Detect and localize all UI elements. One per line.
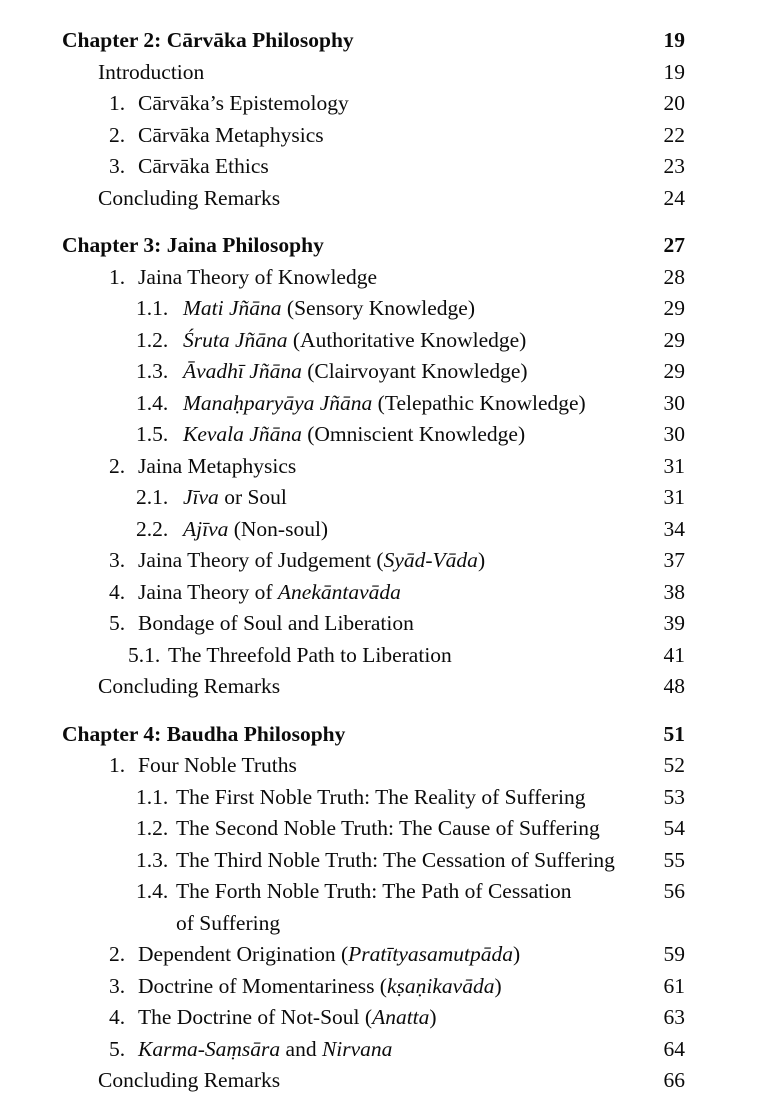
toc-label-italic-term: Karma-Saṃsāra — [138, 1036, 281, 1061]
toc-entry-ch3-concl[interactable] — [98, 676, 685, 698]
toc-entry-ch3-3[interactable] — [109, 550, 685, 572]
toc-entry-label: Jaina Metaphysics — [138, 453, 297, 478]
toc-entry-label: The Forth Noble Truth: The Path of Cessation — [176, 879, 572, 903]
toc-label-italic-term: Syād-Vāda — [383, 548, 478, 572]
toc-entry-label — [138, 973, 508, 998]
toc-entry-ch4-1-1[interactable] — [136, 784, 685, 809]
toc-entry-label — [183, 298, 481, 320]
toc-entry-label — [183, 390, 592, 415]
table-of-contents — [62, 30, 685, 1092]
toc-entry-label: Chapter 3: Jaina Philosophy — [62, 233, 324, 257]
toc-entry-page-number: 38 — [663, 579, 685, 604]
toc-entry-page-number: 23 — [663, 154, 685, 178]
toc-entry-ch4-1-3[interactable] — [136, 847, 685, 872]
toc-entry-continuation-ch4-1-4: of Suffering — [176, 910, 281, 935]
toc-entry-page-number: 22 — [663, 122, 685, 147]
toc-entry-label: The Second Noble Truth: The Cause of Suffering — [176, 816, 600, 840]
toc-entry-label — [138, 1007, 443, 1029]
toc-label-suffix: (Non-soul) — [228, 516, 329, 541]
toc-entry-label: The Threefold Path to Liberation — [168, 642, 452, 667]
toc-entry-label: The Third Noble Truth: The Cessation of Suffering — [176, 847, 615, 872]
toc-label-suffix: ) — [477, 548, 486, 572]
toc-entry-number: 1.4. — [136, 879, 169, 903]
toc-entry-label: Chapter 4: Baudha Philosophy — [62, 721, 346, 746]
toc-label-prefix: Jaina Theory of — [138, 579, 278, 604]
toc-entry-page-number: 55 — [663, 847, 685, 872]
toc-label-suffix: (Sensory Knowledge) — [281, 296, 475, 320]
toc-label-prefix: Jaina Theory of Judgement ( — [138, 548, 384, 572]
toc-entry-number: 1.3. — [136, 847, 169, 872]
toc-entry-page-number: 31 — [663, 485, 685, 509]
toc-label-middle: and — [280, 1036, 322, 1061]
toc-entry-page-number: 64 — [663, 1036, 685, 1061]
toc-entry-ch3-5[interactable] — [109, 613, 685, 635]
toc-label-italic-term: Anekāntavāda — [277, 579, 401, 604]
toc-entry-page-number: 19 — [663, 28, 685, 52]
toc-entry-number: 4. — [109, 579, 126, 604]
toc-label-prefix: Doctrine of Momentariness ( — [138, 973, 387, 998]
toc-entry-page-number: 54 — [663, 816, 685, 840]
toc-entry-number: 2. — [109, 122, 126, 147]
toc-entry-number: 1.1. — [136, 296, 169, 320]
toc-entry-number: 4. — [109, 1005, 126, 1029]
toc-label-italic-term: Manaḥparyāya Jñāna — [183, 390, 373, 415]
toc-entry-label: Cārvāka Ethics — [138, 154, 269, 178]
toc-entry-number: 1.3. — [136, 359, 169, 383]
toc-entry-label: Cārvāka’s Epistemology — [138, 91, 349, 115]
toc-entry-page-number: 34 — [663, 516, 685, 541]
toc-entry-ch4-5[interactable] — [109, 1036, 685, 1061]
toc-entry-ch4-2[interactable] — [109, 944, 685, 966]
toc-entry-label — [138, 1036, 398, 1061]
toc-entry-ch4-1-2[interactable] — [136, 818, 685, 840]
toc-entry-page-number: 20 — [663, 91, 685, 115]
toc-entry-label — [138, 550, 491, 572]
toc-entry-ch4-concl[interactable] — [98, 1070, 685, 1092]
toc-entry-page-number: 63 — [663, 1005, 685, 1029]
toc-label-italic-term: Pratītyasamutpāda — [348, 942, 514, 966]
toc-entry-page-number: 19 — [663, 59, 685, 84]
toc-label-suffix: or Soul — [218, 485, 287, 509]
toc-entry-page-number: 30 — [663, 422, 685, 446]
toc-label-italic-term: Mati Jñāna — [183, 296, 282, 320]
toc-entry-ch3-1-5[interactable] — [136, 424, 685, 446]
toc-entry-page-number: 29 — [663, 359, 685, 383]
toc-entry-number: 1. — [109, 91, 126, 115]
toc-entry-number: 2.2. — [136, 516, 169, 541]
toc-entry-page-number: 48 — [663, 674, 685, 698]
toc-entry-label — [183, 487, 293, 509]
toc-entry-number: 3. — [109, 973, 126, 998]
toc-entry-page-number: 66 — [663, 1068, 685, 1092]
toc-entry-ch3[interactable] — [62, 235, 685, 257]
toc-entry-ch3-1-3[interactable] — [136, 361, 685, 383]
toc-entry-number: 1.2. — [136, 816, 169, 840]
toc-entry-number: 1.4. — [136, 390, 169, 415]
toc-label-italic-term: Āvadhī Jñāna — [183, 359, 302, 383]
toc-entry-label: Cārvāka Metaphysics — [138, 122, 324, 147]
toc-label-italic-term: kṣaṇikavāda — [386, 973, 495, 998]
toc-entry-number: 3. — [109, 154, 126, 178]
toc-entry-ch3-1-1[interactable] — [136, 298, 685, 320]
toc-entry-page-number: 37 — [663, 548, 685, 572]
toc-label-italic-term: Anatta — [372, 1005, 430, 1029]
toc-entry-ch3-2-1[interactable] — [136, 487, 685, 509]
toc-label-suffix: (Omniscient Knowledge) — [301, 422, 526, 446]
toc-entry-ch4[interactable] — [62, 721, 685, 746]
toc-entry-label: Chapter 2: Cārvāka Philosophy — [62, 28, 354, 52]
toc-label-suffix: ) — [494, 973, 502, 998]
toc-entry-label: Concluding Remarks — [98, 1068, 281, 1092]
toc-entry-ch2-intro[interactable] — [98, 59, 685, 84]
toc-entry-page-number: 24 — [663, 185, 685, 210]
toc-label-prefix: The Doctrine of Not-Soul ( — [138, 1005, 373, 1029]
toc-entry-ch3-1-2[interactable] — [136, 327, 685, 352]
toc-label-suffix: ) — [429, 1005, 437, 1029]
toc-entry-page-number: 59 — [663, 942, 685, 966]
toc-entry-number: 5. — [109, 611, 126, 635]
toc-entry-page-number: 31 — [663, 453, 685, 478]
toc-entry-number: 1.1. — [136, 784, 169, 809]
toc-entry-label — [138, 579, 407, 604]
toc-label-prefix: Dependent Origination ( — [138, 942, 349, 966]
toc-entry-page-number: 61 — [663, 973, 685, 998]
toc-entry-label: Four Noble Truths — [138, 753, 297, 777]
toc-entry-label: Bondage of Soul and Liberation — [138, 611, 414, 635]
toc-label-suffix: (Clairvoyant Knowledge) — [301, 359, 528, 383]
toc-entry-ch2-concl[interactable] — [98, 185, 685, 210]
toc-entry-label: The First Noble Truth: The Reality of Suffering — [176, 784, 586, 809]
toc-entry-label — [183, 327, 532, 352]
toc-label-italic-term: Ajīva — [183, 516, 229, 541]
toc-entry-ch3-1-4[interactable] — [136, 390, 685, 415]
toc-entry-label — [183, 424, 531, 446]
toc-entry-number: 2. — [109, 453, 126, 478]
toc-entry-ch4-4[interactable] — [109, 1007, 685, 1029]
toc-entry-page-number: 39 — [663, 611, 685, 635]
toc-entry-page-number: 29 — [663, 296, 685, 320]
toc-entry-ch4-1-4[interactable] — [136, 881, 685, 903]
toc-entry-page-number: 27 — [663, 233, 685, 257]
toc-entry-number: 2.1. — [136, 485, 169, 509]
toc-entry-ch2-1[interactable] — [109, 93, 685, 115]
toc-entry-label — [183, 516, 334, 541]
toc-entry-number: 2. — [109, 942, 126, 966]
toc-entry-label: Jaina Theory of Knowledge — [138, 264, 378, 289]
toc-entry-ch3-2[interactable] — [109, 453, 685, 478]
toc-entry-number: 5.1. — [128, 642, 161, 667]
toc-entry-ch3-1[interactable] — [109, 264, 685, 289]
toc-entry-ch4-3[interactable] — [109, 973, 685, 998]
toc-entry-page-number: 56 — [663, 879, 685, 903]
toc-entry-page-number: 51 — [663, 721, 685, 746]
toc-label-italic-term: Śruta Jñāna — [183, 327, 288, 352]
toc-entry-number: 1. — [109, 753, 126, 777]
toc-entry-number: 1.2. — [136, 327, 169, 352]
toc-entry-label — [138, 944, 526, 966]
toc-label-suffix: (Telepathic Knowledge) — [372, 390, 586, 415]
toc-entry-ch2[interactable] — [62, 30, 685, 52]
toc-entry-label: Introduction — [98, 59, 205, 84]
toc-label-suffix: (Authoritative Knowledge) — [287, 327, 527, 352]
toc-entry-number: 1.5. — [136, 422, 169, 446]
toc-entry-ch2-3[interactable] — [109, 156, 685, 178]
toc-entry-ch3-4[interactable] — [109, 579, 685, 604]
toc-entry-page-number: 29 — [663, 327, 685, 352]
toc-label-italic-term: Jīva — [183, 485, 219, 509]
toc-entry-ch2-2[interactable] — [109, 122, 685, 147]
toc-label-italic-term-2: Nirvana — [321, 1036, 393, 1061]
toc-entry-page-number: 28 — [663, 264, 685, 289]
toc-entry-ch3-5-1[interactable] — [128, 642, 685, 667]
toc-entry-page-number: 30 — [663, 390, 685, 415]
toc-entry-number: 3. — [109, 548, 126, 572]
toc-entry-number: 5. — [109, 1036, 126, 1061]
toc-entry-label: Concluding Remarks — [98, 674, 281, 698]
toc-label-italic-term: Kevala Jñāna — [183, 422, 302, 446]
toc-entry-label: Concluding Remarks — [98, 185, 281, 210]
toc-entry-label — [183, 361, 534, 383]
toc-entry-page-number: 52 — [663, 753, 685, 777]
toc-entry-page-number: 53 — [663, 784, 685, 809]
toc-entry-ch4-1[interactable] — [109, 755, 685, 777]
toc-label-suffix: ) — [513, 942, 521, 966]
toc-entry-page-number: 41 — [663, 642, 685, 667]
toc-entry-number: 1. — [109, 264, 126, 289]
toc-entry-ch3-2-2[interactable] — [136, 516, 685, 541]
